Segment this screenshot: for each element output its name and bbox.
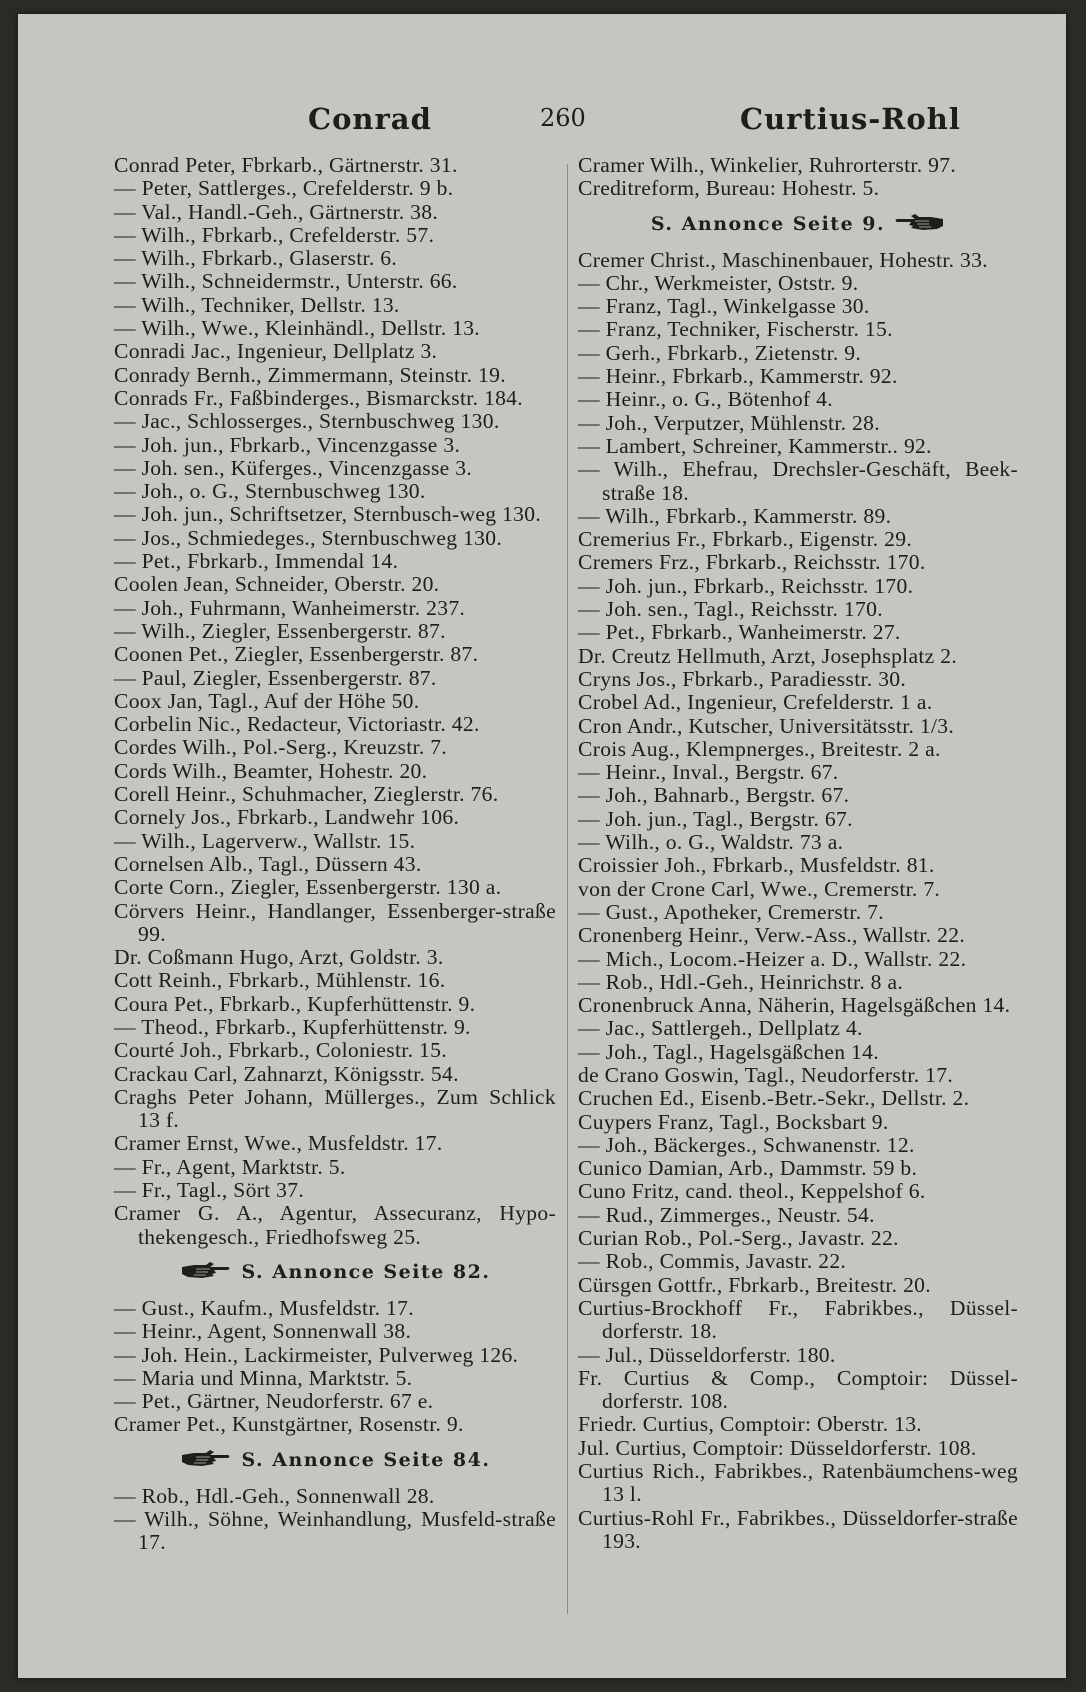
directory-entry: Conrads Fr., Faßbinderges., Bismarckstr. 184.: [114, 385, 523, 410]
directory-entry: — Rob., Commis, Javastr. 22.: [578, 1249, 847, 1274]
directory-entry: Cornelsen Alb., Tagl., Düssern 43.: [114, 851, 422, 876]
directory-entry: — Joh. jun., Tagl., Bergstr. 67.: [578, 806, 853, 831]
directory-entry: — Jac., Sattlergeh., Dellplatz 4.: [578, 1016, 863, 1041]
directory-entry: — Joh. Hein., Lackirmeister, Pulverweg 126.: [114, 1342, 519, 1367]
directory-entry: — Franz, Tagl., Winkelgasse 30.: [578, 294, 870, 319]
directory-entry: Corbelin Nic., Redacteur, Victoriastr. 42.: [114, 712, 480, 737]
directory-page: [18, 14, 1066, 1678]
directory-entry: Cramer Pet., Kunstgärtner, Rosenstr. 9.: [114, 1412, 464, 1437]
directory-entry: — Wilh., Fbrkarb., Kammerstr. 89.: [578, 503, 892, 528]
directory-entry: — Pet., Gärtner, Neudorferstr. 67 e.: [114, 1389, 434, 1414]
directory-entry: — Joh., Bahnarb., Bergstr. 67.: [578, 783, 850, 808]
directory-entry: Crois Aug., Klempnerges., Breitestr. 2 a.: [578, 736, 941, 761]
directory-entry: — Joh., o. G., Sternbuschweg 130.: [114, 479, 426, 504]
pointing-hand-icon: [180, 1449, 232, 1473]
directory-entry: Cramer Ernst, Wwe., Musfeldstr. 17.: [114, 1131, 443, 1156]
directory-entry: Crobel Ad., Ingenieur, Crefelderstr. 1 a.: [578, 690, 933, 715]
directory-entry: Cremer Christ., Maschinenbauer, Hohestr. 33.: [578, 247, 988, 272]
directory-entry: — Fr., Tagl., Sört 37.: [114, 1178, 305, 1203]
directory-entry: Curian Rob., Pol.-Serg., Javastr. 22.: [578, 1226, 899, 1251]
directory-entry: Corell Heinr., Schuhmacher, Zieglerstr. 76.: [114, 782, 499, 807]
directory-entry: Cronenberg Heinr., Verw.-Ass., Wallstr. 22.: [578, 923, 966, 948]
directory-entry: — Pet., Fbrkarb., Immendal 14.: [114, 549, 399, 574]
directory-entry: — Joh., Bäckerges., Schwanenstr. 12.: [578, 1132, 915, 1157]
directory-entry: Coura Pet., Fbrkarb., Kupferhüttenstr. 9.: [114, 991, 476, 1016]
directory-entry: — Lambert, Schreiner, Kammerstr.. 92.: [578, 433, 932, 458]
directory-entry: Cott Reinh., Fbrkarb., Mühlenstr. 16.: [114, 968, 446, 993]
pointing-hand-icon: [893, 213, 945, 237]
directory-entry: — Joh., Fuhrmann, Wanheimerstr. 237.: [114, 595, 466, 620]
directory-entry: — Jac., Schlosserges., Sternbuschweg 130.: [114, 409, 500, 434]
directory-entry: Cramer G. A., Agentur, Assecuranz, Hypo-thekengesch., Friedhofsweg 25.: [114, 1201, 556, 1249]
directory-entry: Coonen Pet., Ziegler, Essenbergerstr. 87.: [114, 642, 479, 667]
directory-entry: Crackau Carl, Zahnarzt, Königsstr. 54.: [114, 1061, 459, 1086]
page-number: 260: [540, 104, 586, 132]
directory-entry: Corte Corn., Ziegler, Essenbergerstr. 130 a.: [114, 875, 502, 900]
directory-entry: — Wilh., Ehefrau, Drechsler-Geschäft, Beek-straße 18.: [578, 457, 1018, 505]
directory-entry: Cryns Jos., Fbrkarb., Paradiesstr. 30.: [578, 666, 907, 691]
directory-entry: von der Crone Carl, Wwe., Cremerstr. 7.: [578, 876, 941, 901]
directory-entry: — Wilh., Ziegler, Essenbergerstr. 87.: [114, 618, 446, 643]
directory-entry: — Heinr., Agent, Sonnenwall 38.: [114, 1319, 412, 1344]
directory-entry: — Gerh., Fbrkarb., Zietenstr. 9.: [578, 340, 862, 365]
directory-entry: Cörvers Heinr., Handlanger, Essenberger-straße 99.: [114, 898, 556, 946]
header-right-guideword: Curtius-Rohl: [740, 102, 961, 136]
directory-entry: Cremers Frz., Fbrkarb., Reichsstr. 170.: [578, 550, 926, 575]
directory-entry: Curtius Rich., Fabrikbes., Ratenbäumchens-weg 13 l.: [578, 1459, 1018, 1507]
directory-entry: Curtius-Rohl Fr., Fabrikbes., Düsseldorfer-straße 193.: [578, 1505, 1018, 1553]
directory-entry: Cronenbruck Anna, Näherin, Hagelsgäßchen 14.: [578, 993, 1011, 1018]
annonce-reference: [114, 1448, 556, 1473]
directory-entry: — Jul., Düsseldorferstr. 180.: [578, 1342, 836, 1367]
directory-entry: Cremerius Fr., Fbrkarb., Eigenstr. 29.: [578, 527, 913, 552]
directory-entry: de Crano Goswin, Tagl., Neudorferstr. 17.: [578, 1062, 954, 1087]
directory-entry: — Joh. jun., Schriftsetzer, Sternbusch-weg 130.: [114, 502, 542, 527]
directory-entry: Conrady Bernh., Zimmermann, Steinstr. 19.: [114, 362, 506, 387]
directory-entry: — Heinr., Fbrkarb., Kammerstr. 92.: [578, 364, 898, 389]
directory-entry: — Val., Handl.-Geh., Gärtnerstr. 38.: [114, 199, 439, 224]
directory-entry: — Rob., Hdl.-Geh., Sonnenwall 28.: [114, 1483, 435, 1508]
page-header: [18, 102, 1066, 142]
header-left-guideword: Conrad: [308, 102, 432, 136]
directory-entry: — Wilh., Fbrkarb., Glaserstr. 6.: [114, 246, 398, 271]
directory-entry: Cornely Jos., Fbrkarb., Landwehr 106.: [114, 805, 460, 830]
directory-entry: Courté Joh., Fbrkarb., Coloniestr. 15.: [114, 1038, 447, 1063]
directory-entry: — Rud., Zimmerges., Neustr. 54.: [578, 1202, 875, 1227]
directory-entry: Dr. Creutz Hellmuth, Arzt, Josephsplatz 2.: [578, 643, 958, 668]
annonce-text: S. Annonce Seite 82.: [241, 1260, 491, 1283]
directory-entry: — Peter, Sattlerges., Crefelderstr. 9 b.: [114, 176, 454, 201]
pointing-hand-icon: [180, 1261, 232, 1285]
annonce-reference: [114, 1260, 556, 1285]
directory-entry: Fr. Curtius & Comp., Comptoir: Düssel-dorferstr. 108.: [578, 1365, 1018, 1414]
annonce-text: S. Annonce Seite 9.: [650, 212, 886, 235]
directory-entry: — Franz, Techniker, Fischerstr. 15.: [578, 317, 893, 342]
directory-entry: — Joh., Verputzer, Mühlenstr. 28.: [578, 410, 880, 435]
annonce-text: S. Annonce Seite 84.: [241, 1448, 491, 1471]
directory-entry: — Wilh., Wwe., Kleinhändl., Dellstr. 13.: [114, 316, 480, 341]
directory-entry: Creditreform, Bureau: Hohestr. 5.: [578, 176, 880, 201]
directory-entry: Coox Jan, Tagl., Auf der Höhe 50.: [114, 688, 420, 713]
directory-entry: — Gust., Apotheker, Cremerstr. 7.: [578, 899, 884, 924]
directory-entry: — Maria und Minna, Marktstr. 5.: [114, 1365, 413, 1390]
directory-entry: Cords Wilh., Beamter, Hohestr. 20.: [114, 758, 428, 783]
directory-entry: Conrad Peter, Fbrkarb., Gärtnerstr. 31.: [114, 153, 458, 177]
directory-entry: — Fr., Agent, Marktstr. 5.: [114, 1154, 346, 1179]
directory-entry: — Chr., Werkmeister, Oststr. 9.: [578, 270, 859, 295]
directory-entry: — Wilh., Fbrkarb., Crefelderstr. 57.: [114, 222, 435, 247]
directory-entry: — Joh., Tagl., Hagelsgäßchen 14.: [578, 1039, 879, 1064]
directory-entry: Curtius-Brockhoff Fr., Fabrikbes., Düssel-dorferstr. 18.: [578, 1295, 1018, 1344]
directory-entry: — Wilh., o. G., Waldstr. 73 a.: [578, 830, 844, 855]
directory-entry: Jul. Curtius, Comptoir: Düsseldorferstr. 108.: [578, 1435, 977, 1460]
directory-entry: Cürsgen Gottfr., Fbrkarb., Breitestr. 20.: [578, 1272, 931, 1297]
directory-entry: Cuno Fritz, cand. theol., Keppelshof 6.: [578, 1179, 926, 1204]
directory-entry: — Joh. jun., Fbrkarb., Reichsstr. 170.: [578, 573, 914, 598]
directory-entry: — Joh. sen., Tagl., Reichsstr. 170.: [578, 597, 883, 622]
directory-entry: — Joh. sen., Küferges., Vincenzgasse 3.: [114, 455, 473, 480]
directory-entry: Croissier Joh., Fbrkarb., Musfeldstr. 81.: [578, 853, 935, 878]
directory-entry: — Pet., Fbrkarb., Wanheimerstr. 27.: [578, 620, 901, 645]
directory-entry: — Mich., Locom.-Heizer a. D., Wallstr. 22.: [578, 946, 967, 971]
right-column: [578, 154, 1018, 1553]
directory-entry: — Jos., Schmiedeges., Sternbuschweg 130.: [114, 525, 503, 550]
directory-entry: Dr. Coßmann Hugo, Arzt, Goldstr. 3.: [114, 945, 444, 970]
directory-entry: Cramer Wilh., Winkelier, Ruhrorterstr. 97.: [578, 153, 957, 177]
directory-entry: — Heinr., Inval., Bergstr. 67.: [578, 760, 839, 785]
directory-entry: Cruchen Ed., Eisenb.-Betr.-Sekr., Dellstr. 2.: [578, 1086, 970, 1111]
directory-entry: — Paul, Ziegler, Essenbergerstr. 87.: [114, 665, 437, 690]
directory-entry: Friedr. Curtius, Comptoir: Oberstr. 13.: [578, 1412, 922, 1437]
directory-entry: — Joh. jun., Fbrkarb., Vincenzgasse 3.: [114, 432, 461, 457]
directory-entry: Craghs Peter Johann, Müllerges., Zum Schlick 13 f.: [114, 1084, 556, 1133]
directory-entry: — Theod., Fbrkarb., Kupferhüttenstr. 9.: [114, 1014, 471, 1039]
directory-entry: — Heinr., o. G., Bötenhof 4.: [578, 387, 833, 412]
directory-entry: Coolen Jean, Schneider, Oberstr. 20.: [114, 572, 440, 597]
column-divider: [567, 164, 568, 1614]
left-column: [114, 154, 556, 1555]
directory-entry: Cordes Wilh., Pol.-Serg., Kreuzstr. 7.: [114, 735, 448, 760]
directory-entry: — Gust., Kaufm., Musfeldstr. 17.: [114, 1295, 414, 1320]
annonce-reference: [578, 212, 1018, 237]
directory-entry: Conradi Jac., Ingenieur, Dellplatz 3.: [114, 339, 438, 364]
directory-entry: — Wilh., Söhne, Weinhandlung, Musfeld-straße 17.: [114, 1507, 556, 1555]
directory-entry: Cunico Damian, Arb., Dammstr. 59 b.: [578, 1156, 918, 1181]
directory-entry: — Rob., Hdl.-Geh., Heinrichstr. 8 a.: [578, 969, 904, 994]
directory-entry: Cuypers Franz, Tagl., Bocksbart 9.: [578, 1109, 889, 1134]
directory-entry: Cron Andr., Kutscher, Universitätsstr. 1/3.: [578, 713, 955, 738]
directory-entry: — Wilh., Schneidermstr., Unterstr. 66.: [114, 269, 458, 294]
directory-entry: — Wilh., Lagerverw., Wallstr. 15.: [114, 828, 416, 853]
directory-entry: — Wilh., Techniker, Dellstr. 13.: [114, 292, 400, 317]
